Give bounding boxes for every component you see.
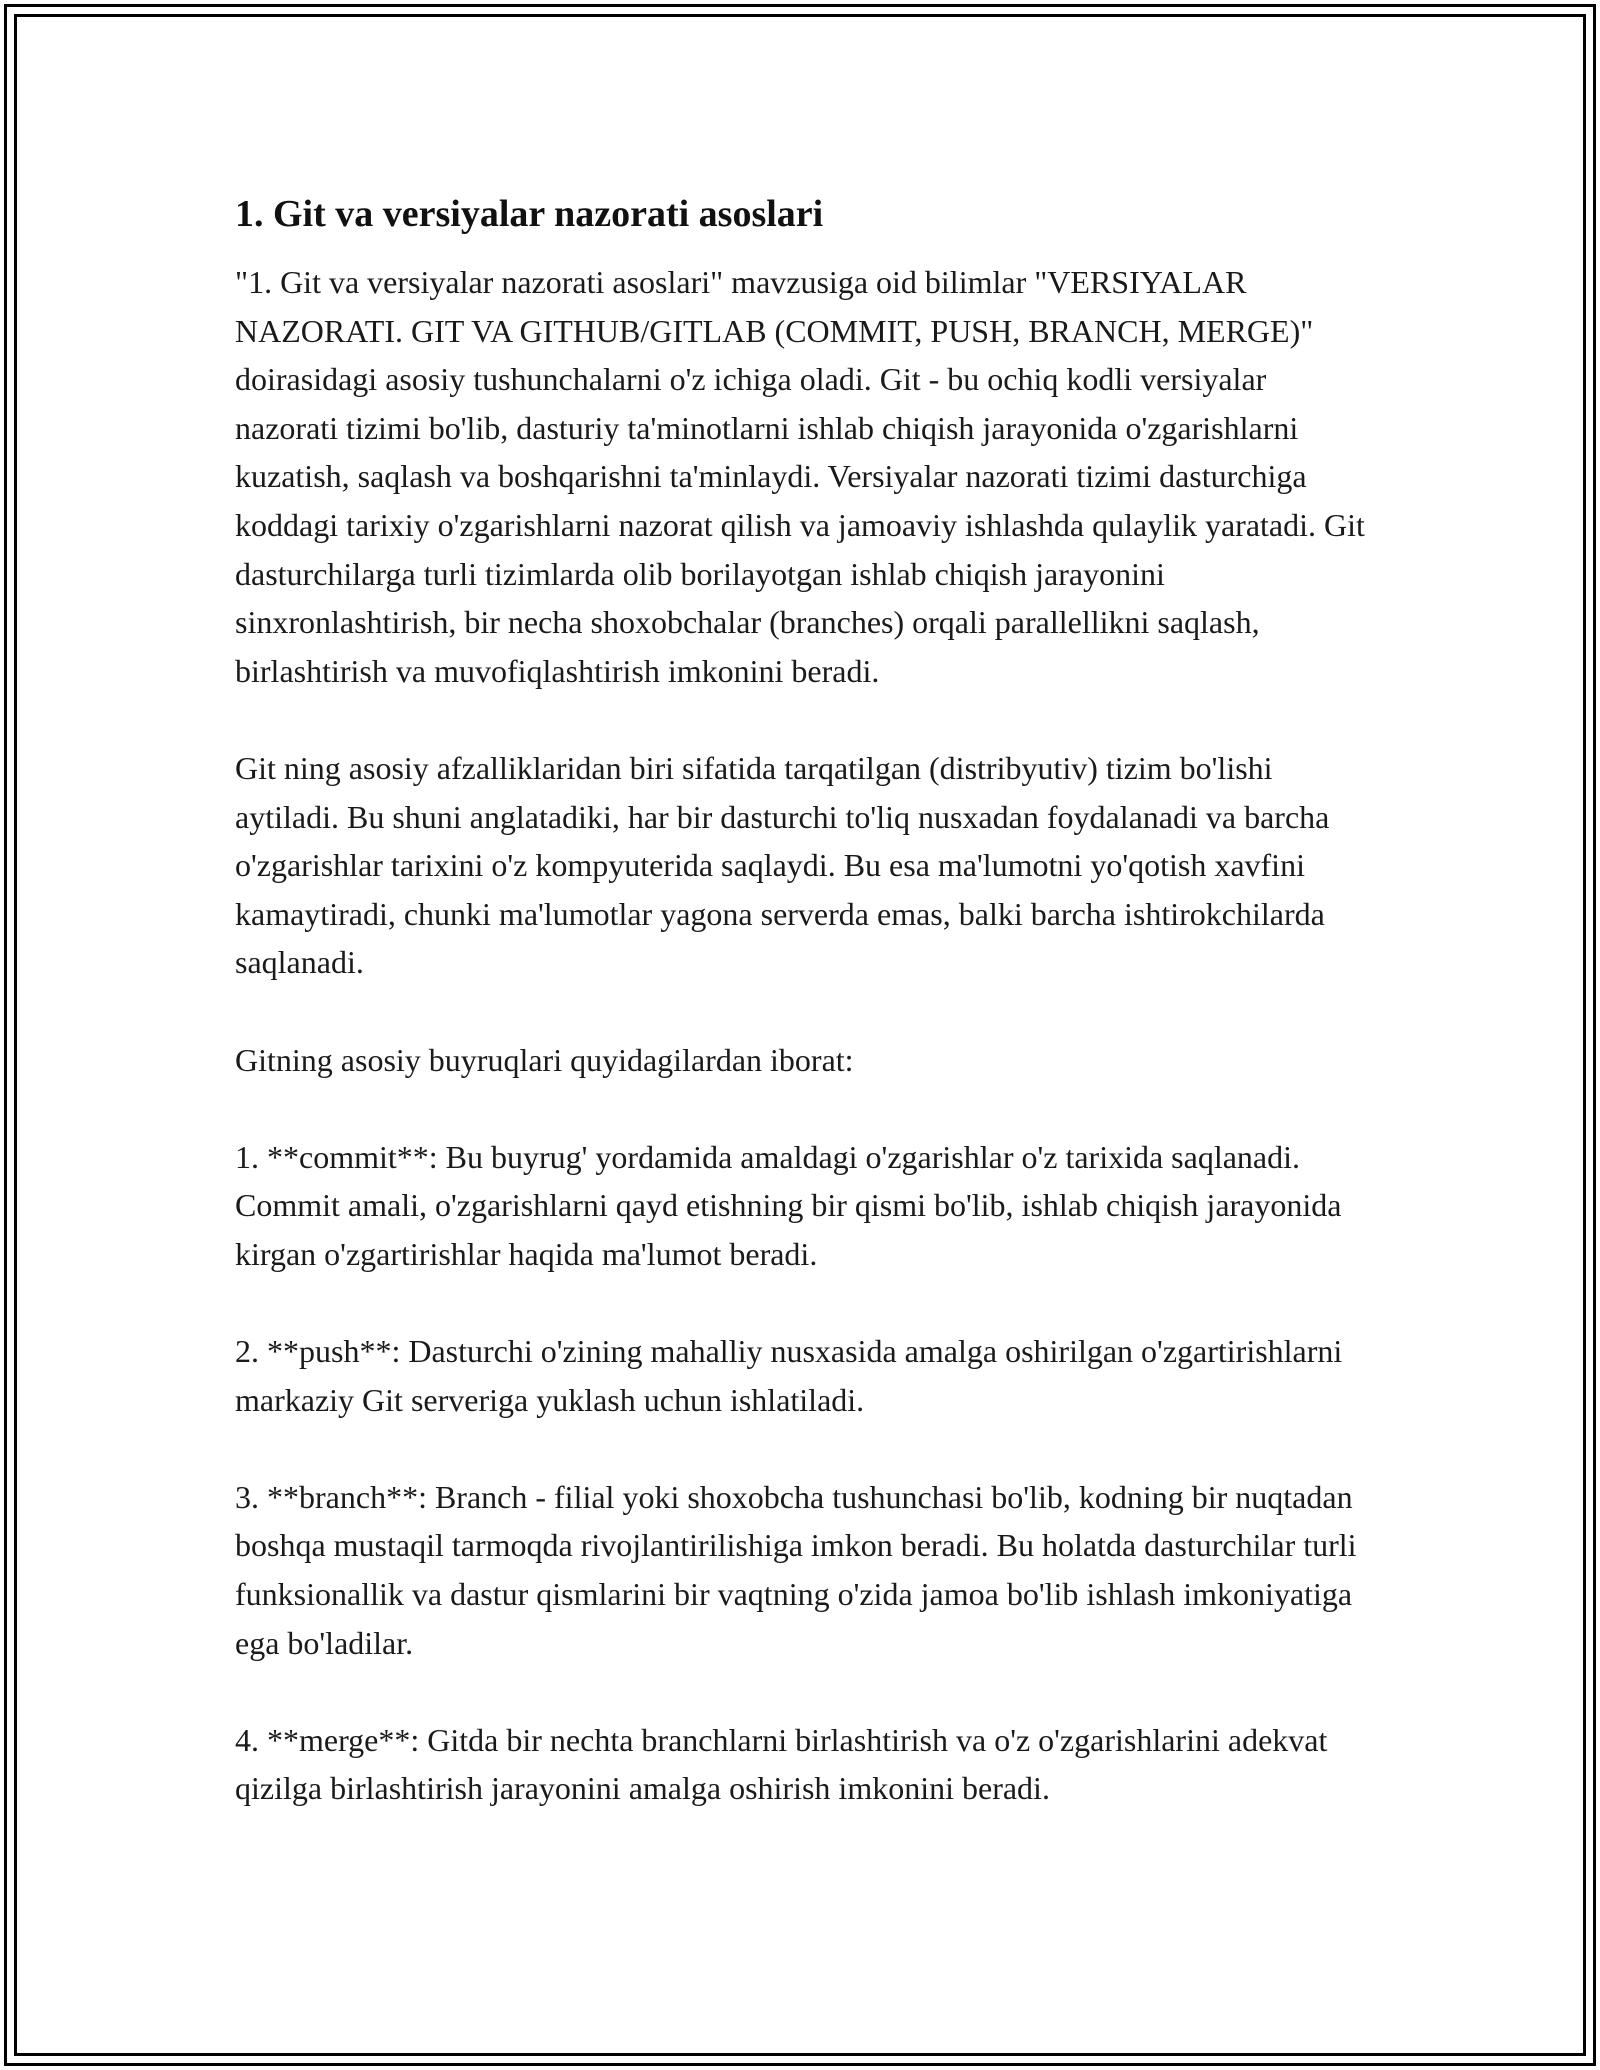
list-item-merge: 4. **merge**: Gitda bir nechta branchlarni birlashtirish va o'z o'zgarishlarini adekvat qizilga birlashtirish jarayonini amalga oshirish imkonini beradi. <box>235 1721 1328 1807</box>
paragraph-intro: "1. Git va versiyalar nazorati asoslari" mavzusiga oid bilimlar "VERSIYALAR NAZORATI. GIT VA GITHUB/GITLAB (COMMIT, PUSH, BRANCH, MERGE)" doirasidagi asosiy tushunchalarni o'z ichiga oladi. Git - bu ochiq kodli versiyalar nazorati tizimi bo'lib, dasturiy ta'minotlarni ishlab chiqish jarayonida o'zgarishlarni kuzatish, saqlash va boshqarishni ta'minlaydi. Versiyalar nazorati tizimi dasturchiga koddagi tarixiy o'zgarishlarni nazorat qilish va jamoaviy ishlashda qulaylik yaratadi. Git dasturchilarga turli tizimlarda olib borilayotgan ishlab chiqish jarayonini sinxronlashtirish, bir necha shoxobchalar (branches) orqali parallellikni saqlash, birlashtirish va muvofiqlashtirish imkonini beradi. <box>235 264 1365 689</box>
document-title: 1. Git va versiyalar nazorati asoslari <box>235 193 824 235</box>
list-item-push: 2. **push**: Dasturchi o'zining mahalliy nusxasida amalga oshirilgan o'zgartirishlarni markaziy Git serveriga yuklash uchun ishlatiladi. <box>235 1333 1343 1418</box>
list-item-branch: 3. **branch**: Branch - filial yoki shoxobcha tushunchasi bo'lib, kodning bir nuqtadan boshqa mustaqil tarmoqda rivojlantirilishiga imkon beradi. Bu holatda dasturchilar turli funksionallik va dastur qismlarini bir vaqtning o'zida jamoa bo'lib ishlash imkoniyatiga ega bo'ladilar. <box>235 1478 1357 1661</box>
list-item-commit: 1. **commit**: Bu buyrug' yordamida amaldagi o'zgarishlar o'z tarixida saqlanadi. Commit amali, o'zgarishlarni qayd etishning bir qismi bo'lib, ishlab chiqish jarayonida kirgan o'zgartirishlar haqida ma'lumot beradi. <box>235 1138 1342 1272</box>
paragraph-commands-intro: Gitning asosiy buyruqlari quyidagilardan iborat: <box>235 1041 854 1078</box>
document-body <box>235 184 1375 1813</box>
paragraph-advantages: Git ning asosiy afzalliklaridan biri sifatida tarqatilgan (distribyutiv) tizim bo'lishi aytiladi. Bu shuni anglatadiki, har bir dasturchi to'liq nusxadan foydalanadi va barcha o'zgarishlar tarixini o'z kompyuterida saqlaydi. Bu esa ma'lumotni yo'qotish xavfini kamaytiradi, chunki ma'lumotlar yagona serverda emas, balki barcha ishtirokchilarda saqlanadi. <box>235 749 1330 981</box>
